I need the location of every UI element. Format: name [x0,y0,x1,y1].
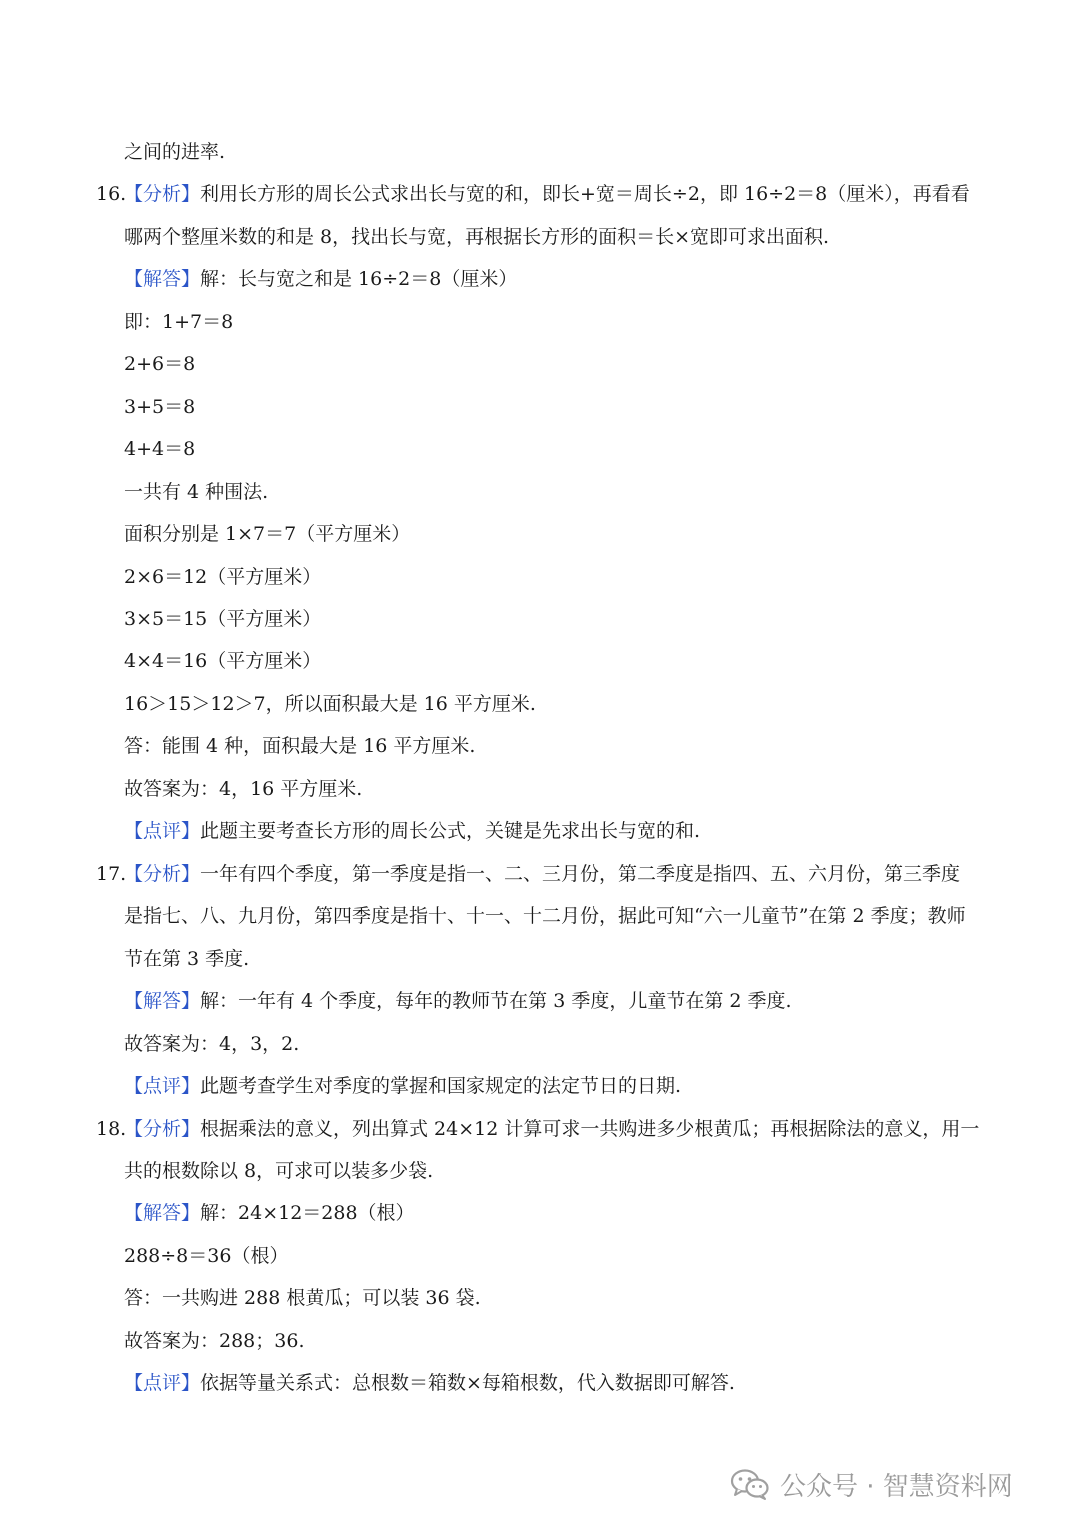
text-line: 之间的进率. [124,141,226,163]
answer-text: 解：一年有 4 个季度，每年的教师节在第 3 季度，儿童节在第 2 季度. [200,990,792,1012]
text-line: 共的根数除以 8，可求可以装多少袋. [124,1160,434,1182]
question-number-18: 18. [96,1118,127,1140]
text-line: 哪两个整厘米数的和是 8，找出长与宽，再根据长方形的面积＝长×宽即可求出面积. [124,226,830,248]
review-tag: 【点评】 [124,1075,201,1097]
text-line: 面积分别是 1×7＝7（平方厘米） [124,523,411,545]
answer-text: 解：24×12＝288（根） [200,1202,415,1224]
text-line: 一共有 4 种围法. [124,481,269,503]
text-line: 故答案为：4，3，2. [124,1033,300,1055]
text-line: 故答案为：288；36. [124,1330,305,1352]
text-line: 答：一共购进 288 根黄瓜；可以装 36 袋. [124,1287,481,1309]
review-line [124,1370,990,1396]
analysis-line [124,861,990,887]
text-line: 4×4＝16（平方厘米） [124,650,322,672]
review-text: 此题主要考查长方形的周长公式，关键是先求出长与宽的和. [200,820,701,842]
text-line: 3+5＝8 [124,396,196,418]
analysis-text: 一年有四个季度，第一季度是指一、二、三月份，第二季度是指四、五、六月份，第三季度 [200,863,961,885]
text-line: 故答案为：4，16 平方厘米. [124,778,363,800]
review-tag: 【点评】 [124,1372,201,1394]
text-line: 节在第 3 季度. [124,948,250,970]
text-line: 2+6＝8 [124,353,196,375]
watermark [730,1466,1013,1502]
text-line: 4+4＝8 [124,438,196,460]
question-number-17: 17. [96,863,127,885]
question-number-16: 16. [96,183,127,205]
analysis-tag: 【分析】 [124,183,201,205]
analysis-line [124,1116,990,1142]
text-line: 288÷8＝36（根） [124,1245,289,1267]
analysis-text: 根据乘法的意义，列出算式 24×12 计算可求一共购进多少根黄瓜；再根据除法的意义，用一 [200,1118,980,1140]
text-line: 16＞15＞12＞7，所以面积最大是 16 平方厘米. [124,693,536,715]
review-text: 依据等量关系式：总根数＝箱数×每箱根数，代入数据即可解答. [200,1372,735,1394]
answer-tag: 【解答】 [124,990,201,1012]
review-line [124,1073,990,1099]
review-text: 此题考查学生对季度的掌握和国家规定的法定节日的日期. [200,1075,682,1097]
review-tag: 【点评】 [124,820,201,842]
analysis-tag: 【分析】 [124,1118,201,1140]
text-line: 2×6＝12（平方厘米） [124,566,322,588]
text-line: 即：1+7＝8 [124,311,234,333]
watermark-text: 公众号 · 智慧资料网 [780,1471,1013,1502]
answer-tag: 【解答】 [124,1202,201,1224]
text-line: 3×5＝15（平方厘米） [124,608,322,630]
wechat-icon [730,1468,770,1500]
review-line [124,818,990,844]
analysis-tag: 【分析】 [124,863,201,885]
answer-line [124,988,990,1014]
text-line: 答：能围 4 种，面积最大是 16 平方厘米. [124,735,476,757]
analysis-text: 利用长方形的周长公式求出长与宽的和，即长+宽＝周长÷2，即 16÷2＝8（厘米），再看看 [200,183,970,205]
answer-text: 解：长与宽之和是 16÷2＝8（厘米） [200,268,518,290]
answer-line [124,1200,990,1226]
text-line: 是指七、八、九月份，第四季度是指十、十一、十二月份，据此可知“六一儿童节”在第 2 季度；教师 [124,905,966,927]
analysis-line [124,181,990,207]
answer-tag: 【解答】 [124,268,201,290]
answer-line [124,266,990,292]
